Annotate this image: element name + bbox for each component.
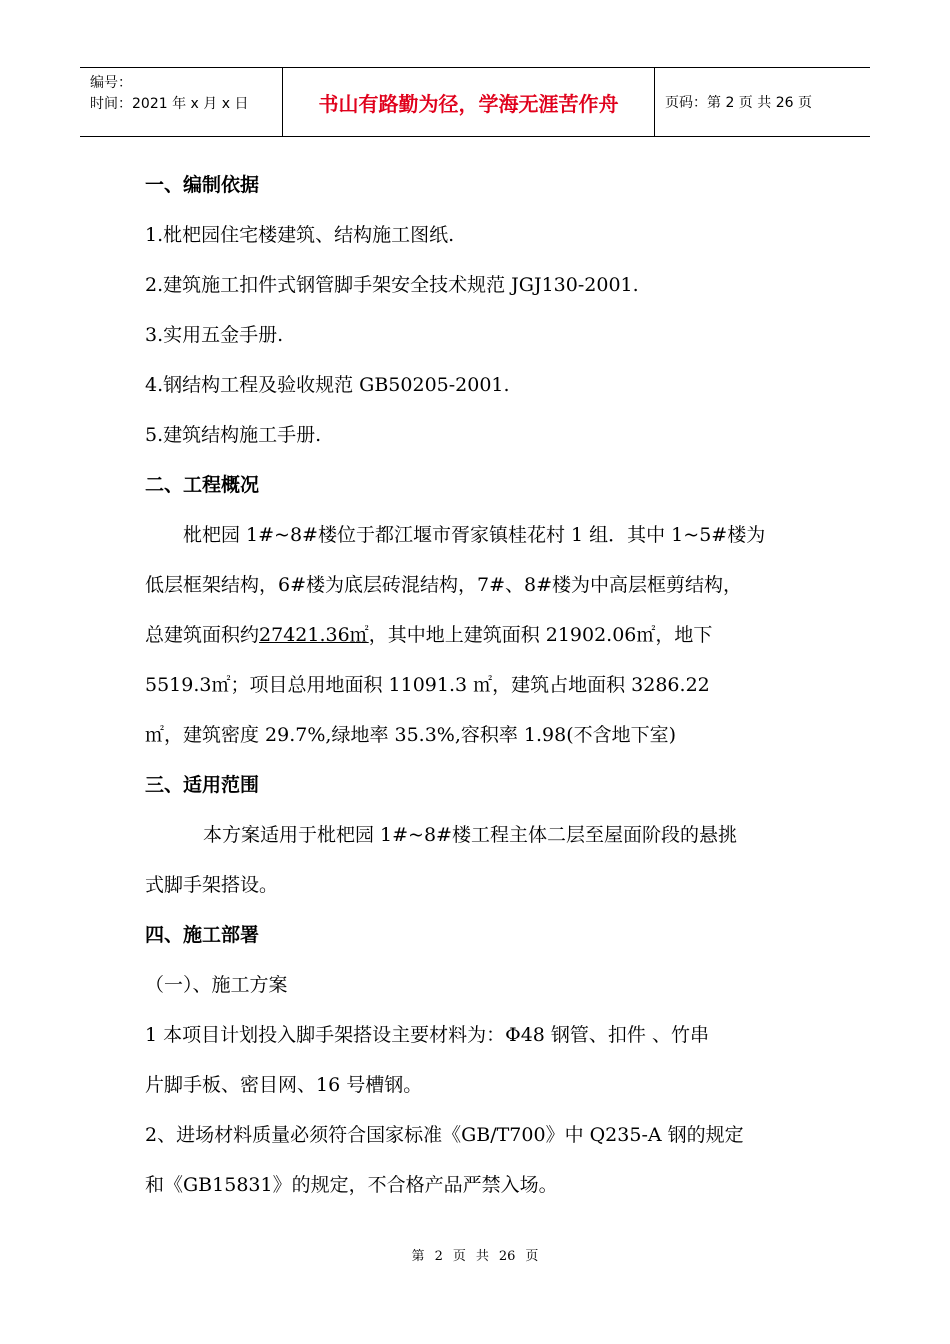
page-header bbox=[80, 67, 870, 137]
footer-suffix: 页 bbox=[525, 1249, 539, 1264]
scope-line: 式脚手架搭设。 bbox=[145, 874, 279, 896]
total-area-value: 27421.36㎡ bbox=[259, 624, 369, 646]
overview-line: 低层框架结构，6#楼为底层砖混结构，7#、8#楼为中高层框剪结构， bbox=[145, 574, 743, 596]
basis-item: 2.建筑施工扣件式钢管脚手架安全技术规范 JGJ130-2001. bbox=[145, 274, 639, 296]
subsection-title: （一）、施工方案 bbox=[145, 974, 288, 996]
deployment-line: 和《GB15831》的规定，不合格产品严禁入场。 bbox=[145, 1174, 558, 1196]
basis-item: 3.实用五金手册. bbox=[145, 324, 284, 346]
basis-item: 5.建筑结构施工手册. bbox=[145, 424, 322, 446]
deployment-line: 1 本项目计划投入脚手架搭设主要材料为：Φ48 钢管、扣件 、竹串 bbox=[145, 1024, 709, 1046]
page-footer bbox=[0, 1245, 950, 1264]
time-label: 时间：2021 年 x 月 x 日 bbox=[90, 96, 249, 112]
footer-prefix: 第 bbox=[411, 1249, 425, 1264]
basis-item: 4.钢结构工程及验收规范 GB50205-2001. bbox=[145, 374, 510, 396]
section-title-overview: 二、工程概况 bbox=[145, 474, 260, 496]
footer-total-pages: 26 bbox=[498, 1249, 516, 1264]
number-label: 编号： bbox=[90, 75, 132, 91]
deployment-line: 片脚手板、密目网、16 号槽钢。 bbox=[145, 1074, 423, 1096]
deployment-line: 2、进场材料质量必须符合国家标准《GB/T700》中 Q235-A 钢的规定 bbox=[145, 1124, 744, 1146]
overview-text: 总建筑面积约 bbox=[145, 624, 260, 646]
section-title-scope: 三、适用范围 bbox=[145, 774, 260, 796]
section-title-basis: 一、编制依据 bbox=[145, 174, 260, 196]
footer-page-number: 2 bbox=[434, 1249, 443, 1264]
overview-text: ，其中地上建筑面积 21902.06㎡，地下 bbox=[368, 624, 713, 646]
overview-line bbox=[145, 610, 817, 660]
document-body bbox=[145, 160, 817, 1210]
basis-item: 1.枇杷园住宅楼建筑、结构施工图纸. bbox=[145, 224, 455, 246]
scope-line: 本方案适用于枇杷园 1#~8#楼工程主体二层至屋面阶段的悬挑 bbox=[203, 824, 737, 846]
footer-mid: 共 bbox=[475, 1249, 489, 1264]
header-meta bbox=[80, 68, 282, 136]
header-motto: 书山有路勤为径，学海无涯苦作舟 bbox=[282, 68, 655, 136]
overview-line: 5519.3㎡；项目总用地面积 11091.3 ㎡，建筑占地面积 3286.22 bbox=[145, 674, 710, 696]
overview-line: ㎡，建筑密度 29.7%,绿地率 35.3%,容积率 1.98(不含地下室) bbox=[145, 724, 677, 746]
header-page-info: 页码：第 2 页 共 26 页 bbox=[665, 95, 812, 111]
footer-mid: 页 bbox=[452, 1249, 466, 1264]
overview-line: 枇杷园 1#~8#楼位于都江堰市胥家镇桂花村 1 组．其中 1~5#楼为 bbox=[183, 524, 766, 546]
section-title-deployment: 四、施工部署 bbox=[145, 924, 260, 946]
